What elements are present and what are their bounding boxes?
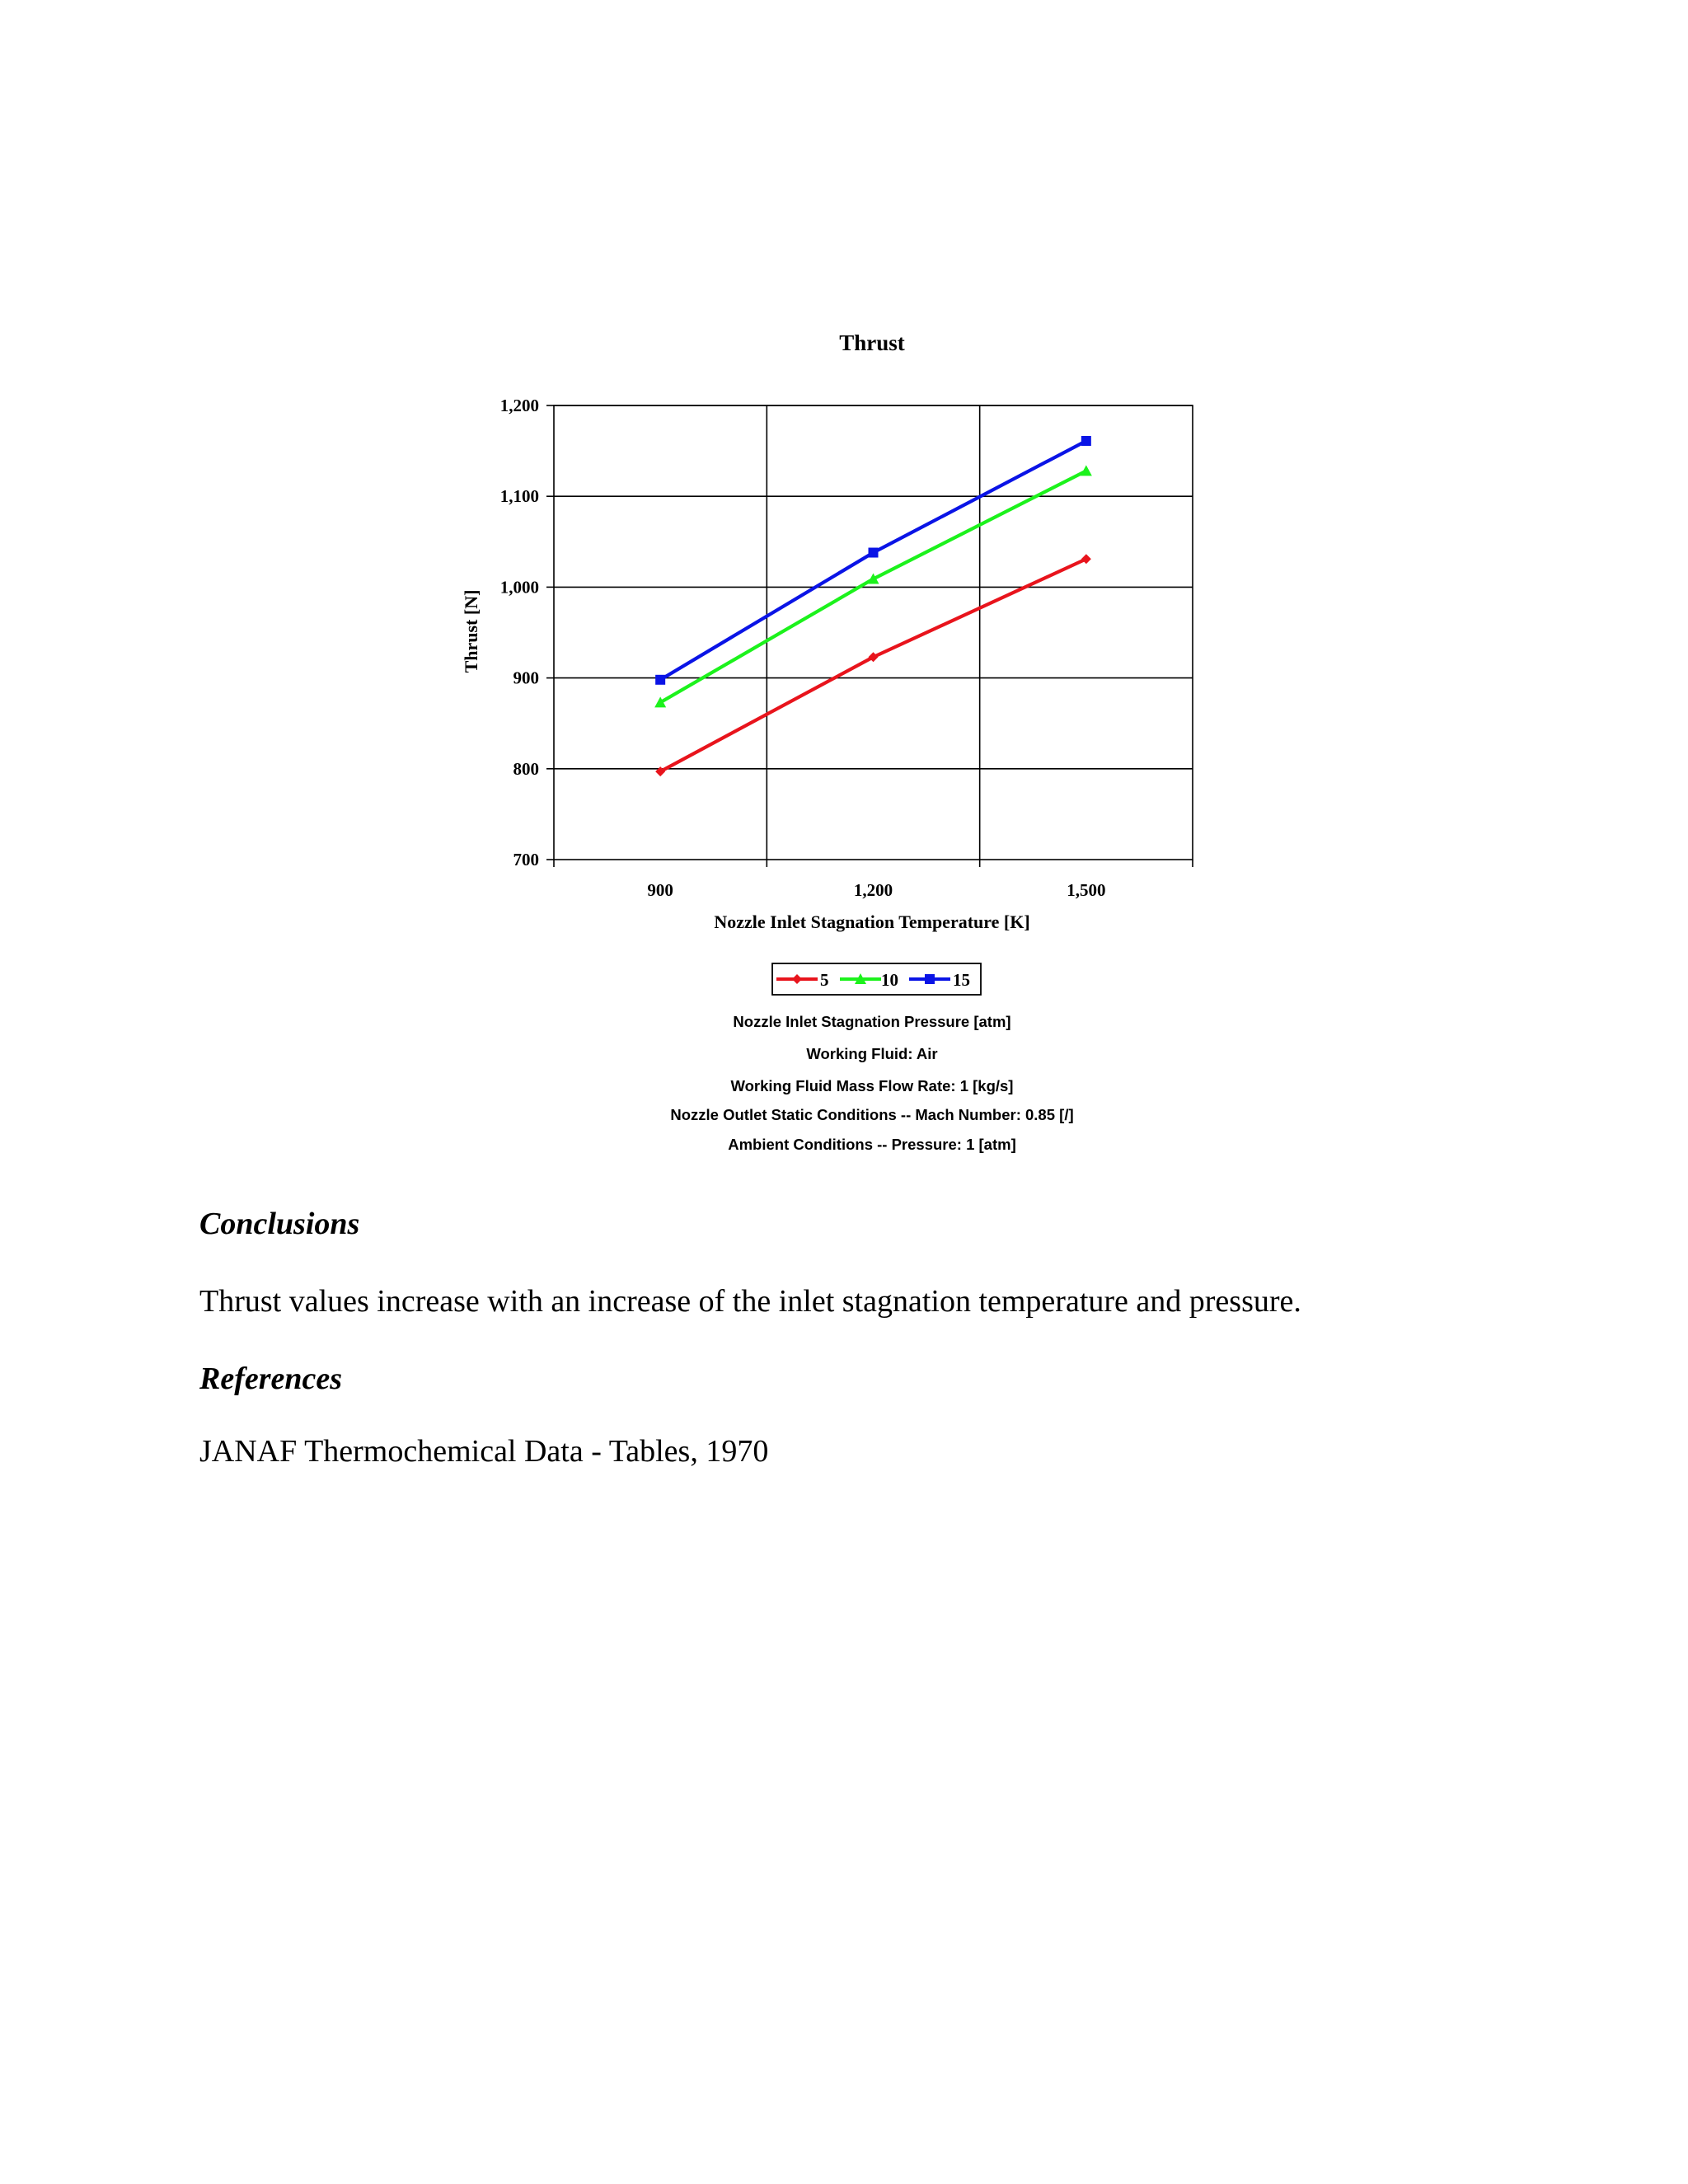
plot-frame [554, 405, 1193, 860]
series-layer [654, 436, 1092, 776]
y-tick-label: 1,200 [499, 396, 539, 415]
grid-layer [554, 405, 1193, 860]
y-axis-label: Thrust [N] [461, 589, 481, 673]
legend-label-10: 10 [881, 970, 898, 990]
y-tick-label: 1,100 [499, 486, 539, 507]
y-tick-label: 800 [513, 758, 539, 779]
chart-notes [670, 1013, 1073, 1153]
series-15 [655, 436, 1091, 685]
x-tick-label: 1,500 [1067, 880, 1106, 900]
chart-note: Working Fluid Mass Flow Rate: 1 [kg/s] [730, 1077, 1014, 1094]
data-point-10 [1081, 465, 1092, 476]
x-axis-label: Nozzle Inlet Stagnation Temperature [K] [714, 912, 1030, 932]
chart-legend [772, 963, 981, 995]
y-tick-label: 1,000 [499, 577, 539, 598]
x-tick-label: 1,200 [853, 880, 893, 900]
chart-title: Thrust [839, 330, 905, 355]
chart-note: Nozzle Inlet Stagnation Pressure [atm] [733, 1013, 1011, 1030]
chart-note: Ambient Conditions -- Pressure: 1 [atm] [728, 1136, 1016, 1153]
legend-label-15: 15 [953, 970, 970, 990]
data-point-15 [655, 675, 665, 685]
references-heading: References [199, 1361, 343, 1396]
conclusions-text: Thrust values increase with an increase of the inlet stagnation temperature and pressure. [199, 1284, 1301, 1319]
data-point-15 [1081, 436, 1091, 446]
series-line-15 [660, 441, 1086, 680]
legend-marker-15 [925, 974, 935, 984]
y-tick-label: 700 [513, 850, 539, 869]
x-tick-label: 900 [647, 880, 673, 900]
conclusions-heading: Conclusions [199, 1207, 360, 1241]
y-tick-label: 900 [513, 668, 539, 688]
chart-note: Working Fluid: Air [806, 1045, 938, 1062]
data-point-15 [869, 548, 879, 558]
chart-note: Nozzle Outlet Static Conditions -- Mach Number: 0.85 [/] [670, 1106, 1074, 1123]
references-text: JANAF Thermochemical Data - Tables, 1970 [199, 1434, 769, 1469]
legend-label-5: 5 [820, 970, 829, 990]
